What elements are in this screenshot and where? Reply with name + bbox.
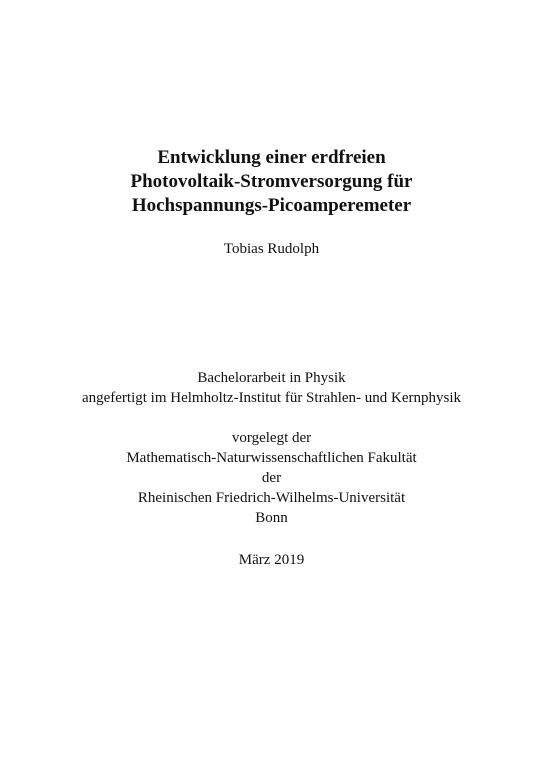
- submission-date: März 2019: [238, 552, 305, 568]
- university-name: Rheinischen Friedrich-Wilhelms-Universität: [137, 490, 406, 506]
- institute-line: angefertigt im Helmholtz-Institut für Strahlen- und Kernphysik: [81, 390, 462, 406]
- thesis-title-line-1: Entwicklung einer erdfreien: [157, 147, 386, 168]
- thesis-title-line-2: Photovoltaik-Stromversorgung für: [130, 171, 413, 192]
- city-name: Bonn: [255, 510, 288, 526]
- faculty-name: Mathematisch-Naturwissenschaftlichen Fakultät: [126, 450, 417, 466]
- submission-line-1: vorgelegt der: [231, 430, 312, 446]
- submission-line-3: der: [261, 470, 282, 486]
- thesis-type: Bachelorarbeit in Physik: [197, 370, 346, 386]
- thesis-title-line-3: Hochspannungs-Picoamperemeter: [131, 195, 412, 216]
- author-name: Tobias Rudolph: [223, 241, 320, 257]
